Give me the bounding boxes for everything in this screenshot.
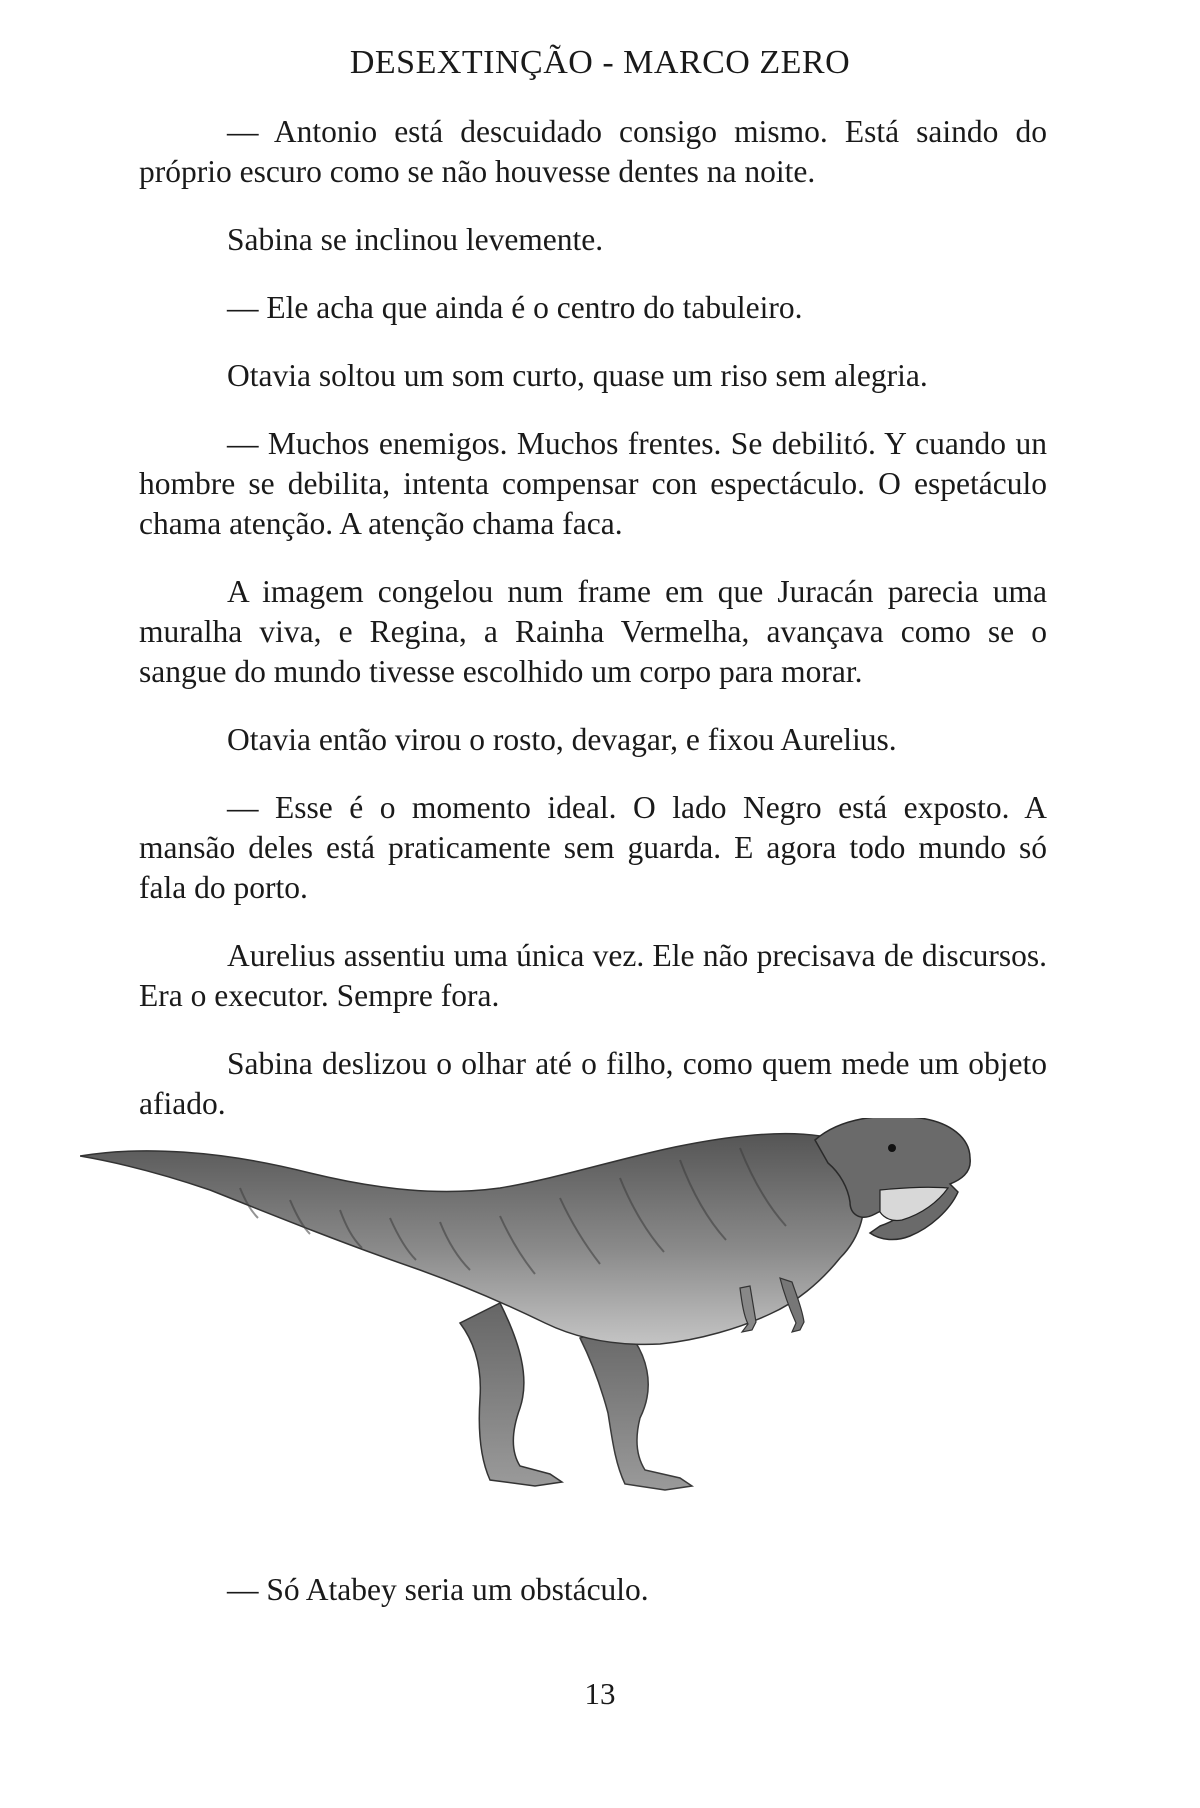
paragraph: — Muchos enemigos. Muchos frentes. Se debilitó. Y cuando un hombre se debilita, intenta compensar con espectáculo. O espetáculo chama atenção. A atenção chama faca. <box>139 426 1047 541</box>
paragraph: — Antonio está descuidado consigo mismo. Está saindo do próprio escuro como se não houvesse dentes na noite. <box>139 114 1047 189</box>
page-number: 13 <box>584 1676 616 1711</box>
paragraph: A imagem congelou num frame em que Juracán parecia uma muralha viva, e Regina, a Rainha Vermelha, avançava como se o sangue do mundo tivesse escolhido um corpo para morar. <box>139 574 1047 689</box>
closing-line: — Só Atabey seria um obstáculo. <box>227 1572 649 1607</box>
near-leg <box>460 1303 562 1486</box>
paragraph: Otavia então virou o rosto, devagar, e fixou Aurelius. <box>227 722 897 757</box>
paragraph: Sabina deslizou o olhar até o filho, como quem mede um objeto afiado. <box>139 1046 1047 1121</box>
paragraph: Sabina se inclinou levemente. <box>227 222 604 257</box>
paragraph: Otavia soltou um som curto, quase um riso sem alegria. <box>227 358 928 393</box>
body-text <box>139 112 1047 1152</box>
eye <box>888 1144 896 1152</box>
paragraph: — Esse é o momento ideal. O lado Negro está exposto. A mansão deles está praticamente sem guarda. E agora todo mundo só fala do porto. <box>139 790 1047 905</box>
tyrannosaurus-illustration <box>80 1118 1010 1518</box>
running-header: DESEXTINÇÃO - MARCO ZERO <box>349 44 851 81</box>
far-leg <box>580 1323 692 1490</box>
paragraph: Aurelius assentiu uma única vez. Ele não precisava de discursos. Era o executor. Sempre fora. <box>139 938 1047 1013</box>
paragraph: — Ele acha que ainda é o centro do tabuleiro. <box>227 290 803 325</box>
